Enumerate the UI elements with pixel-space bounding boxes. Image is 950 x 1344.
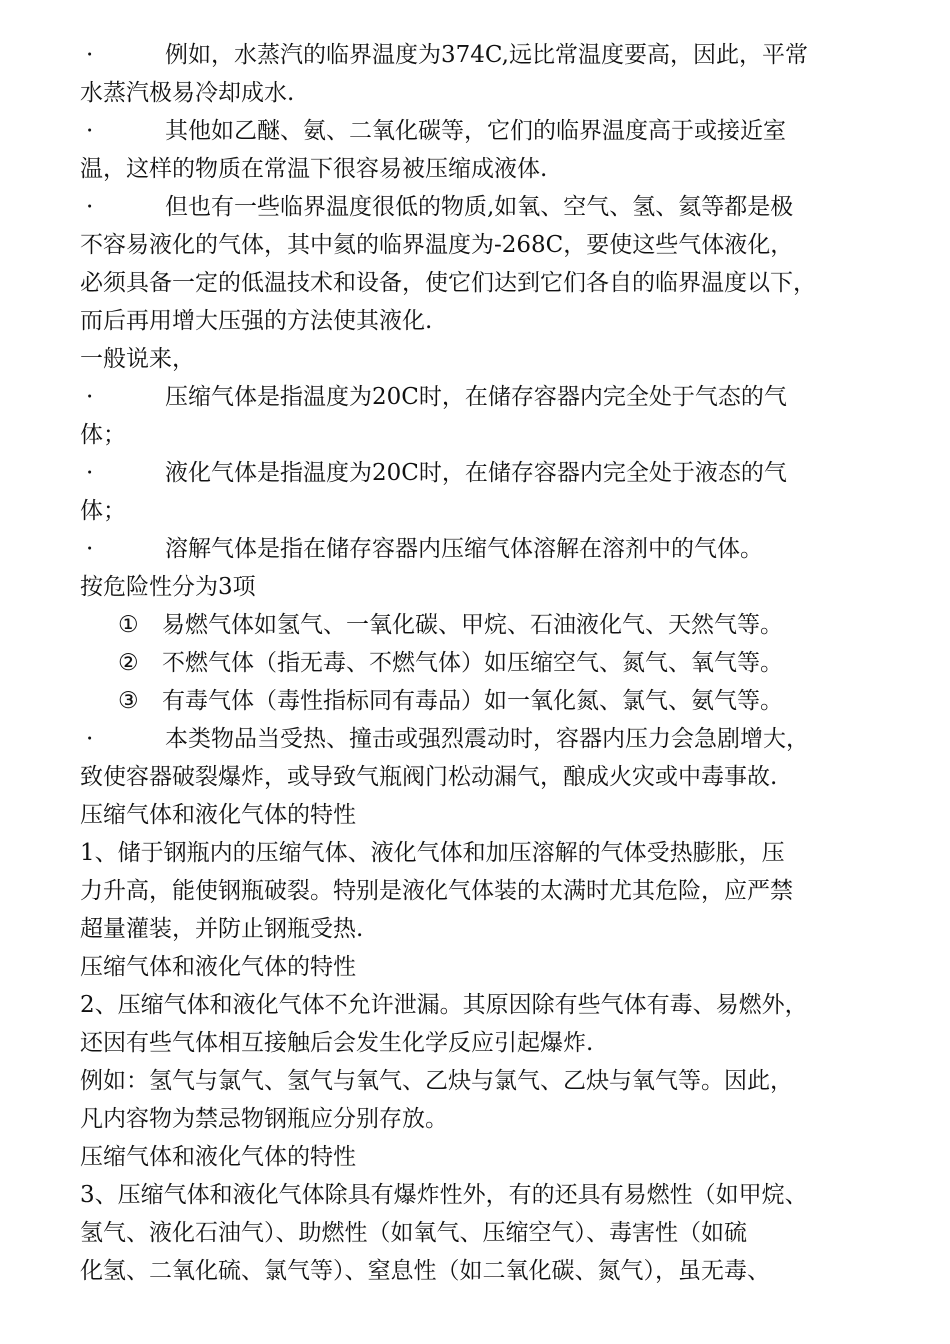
text-line: 溶解气体是指在储存容器内压缩气体溶解在溶剂中的气体。 [165, 536, 763, 562]
circled-number: ③ [118, 688, 139, 714]
bullet-marker: · [86, 460, 94, 486]
circled-number: ② [118, 650, 139, 676]
text-line: 例如，水蒸汽的临界温度为374C,远比常温度要高，因此，平常 [165, 42, 808, 68]
text-line: 氢气、液化石油气）、助燃性（如氧气、压缩空气）、毒害性（如硫 [80, 1220, 747, 1246]
text-line: 按危险性分为3项 [80, 574, 256, 600]
text-line: 液化气体是指温度为20C时，在储存容器内完全处于液态的气 [165, 460, 787, 486]
circled-number: ① [118, 612, 139, 638]
section-heading: 压缩气体和液化气体的特性 [80, 1144, 356, 1170]
bullet-marker: · [86, 118, 94, 144]
text-line: 力升高，能使钢瓶破裂。特别是液化气体装的太满时尤其危险，应严禁 [80, 878, 793, 904]
text-line: 2、压缩气体和液化气体不允许泄漏。其原因除有些气体有毒、易燃外， [80, 992, 808, 1018]
text-line: 但也有一些临界温度很低的物质,如氧、空气、氢、氦等都是极 [165, 194, 794, 220]
text-line: 还因有些气体相互接触后会发生化学反应引起爆炸. [80, 1030, 594, 1056]
bullet-marker: · [86, 536, 94, 562]
text-line: 不容易液化的气体，其中氦的临界温度为-268C，要使这些气体液化， [80, 232, 794, 258]
bullet-marker: · [86, 726, 94, 752]
text-line: 温，这样的物质在常温下很容易被压缩成液体. [80, 156, 548, 182]
text-line: 压缩气体是指温度为20C时，在储存容器内完全处于气态的气 [165, 384, 787, 410]
text-line: 3、压缩气体和液化气体除具有爆炸性外，有的还具有易燃性（如甲烷、 [80, 1182, 808, 1208]
section-heading: 压缩气体和液化气体的特性 [80, 954, 356, 980]
text-line: 而后再用增大压强的方法使其液化. [80, 308, 433, 334]
text-line: 体； [80, 422, 126, 448]
bullet-marker: · [86, 194, 94, 220]
text-line: 其他如乙醚、氨、二氧化碳等，它们的临界温度高于或接近室 [165, 118, 786, 144]
bullet-marker: · [86, 384, 94, 410]
bullet-marker: · [86, 42, 94, 68]
text-line: 例如：氢气与氯气、氢气与氧气、乙炔与氯气、乙炔与氧气等。因此， [80, 1068, 793, 1094]
list-item: 易燃气体如氢气、一氧化碳、甲烷、石油液化气、天然气等。 [162, 612, 783, 638]
text-line: 超量灌装，并防止钢瓶受热. [80, 916, 364, 942]
section-heading: 压缩气体和液化气体的特性 [80, 802, 356, 828]
text-line: 体； [80, 498, 126, 524]
list-item: 有毒气体（毒性指标同有毒品）如一氧化氮、氯气、氨气等。 [162, 688, 783, 714]
list-item: 不燃气体（指无毒、不燃气体）如压缩空气、氮气、氧气等。 [162, 650, 783, 676]
text-line: 致使容器破裂爆炸，或导致气瓶阀门松动漏气，酿成火灾或中毒事故. [80, 764, 778, 790]
text-line: 必须具备一定的低温技术和设备，使它们达到它们各自的临界温度以下， [80, 270, 816, 296]
text-line: 凡内容物为禁忌物钢瓶应分别存放。 [80, 1106, 448, 1132]
text-line: 水蒸汽极易冷却成水. [80, 80, 295, 106]
text-line: 本类物品当受热、撞击或强烈震动时，容器内压力会急剧增大， [165, 726, 809, 752]
text-line: 化氢、二氧化硫、氯气等）、窒息性（如二氧化碳、氮气），虽无毒、 [80, 1258, 770, 1284]
text-line: 1、储于钢瓶内的压缩气体、液化气体和加压溶解的气体受热膨胀，压 [80, 840, 785, 866]
text-line: 一般说来， [80, 346, 195, 372]
